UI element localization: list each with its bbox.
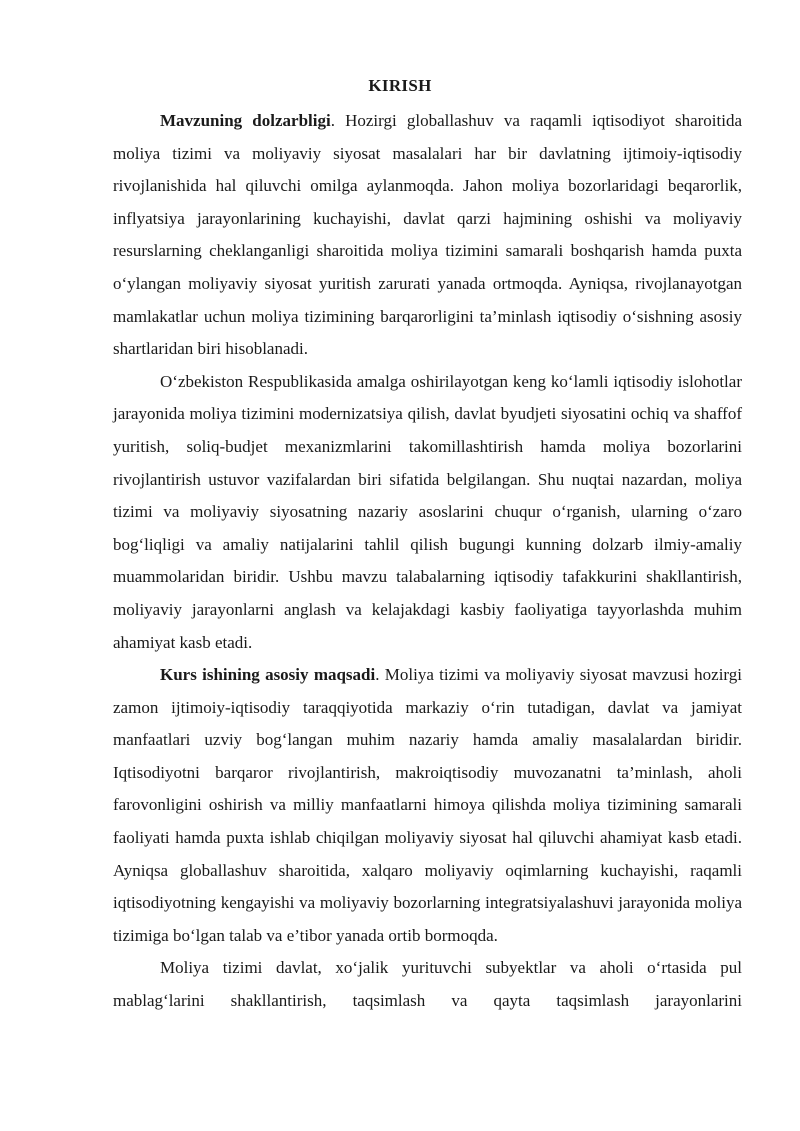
paragraph-text: O‘zbekiston Respublikasida amalga oshirilayotgan keng ko‘lamli iqtisodiy islohotlar jarayonida moliya tizimini modernizatsiya qilish, davlat byudjeti siyosatini ochiq va shaffof yuritish, soliq-budjet mexanizmlarini takomillashtirish hamda moliya bozorlarini rivojlantirish ustuvor vazifalardan biri sifatida belgilangan. Shu nuqtai nazardan, moliya tizimi va moliyaviy siyosatning nazariy asoslarini chuqur o‘rganish, ularning o‘zaro bog‘liqligi va amaliy natijalarini tahlil qilish bugungi kunning dolzarb ilmiy-amaliy muammolaridan biridir. Ushbu mavzu talabalarning iqtisodiy tafakkurini shakllantirish, moliyaviy jarayonlarni anglash va kelajakdagi kasbiy faoliyatiga tayyorlashda muhim ahamiyat kasb etadi. [113,371,742,652]
paragraph-finance-system [113,952,742,1017]
page-title: KIRISH [368,76,432,95]
paragraph-relevance [113,105,742,366]
paragraph-text: Moliya tizimi davlat, xo‘jalik yurituvchi subyektlar va aholi o‘rtasida pul mablag‘larini shakllantirish, taqsimlash va qayta taqsimlash jarayonlarini [113,958,742,1011]
paragraph-text: . Moliya tizimi va moliyaviy siyosat mavzusi hozirgi zamon ijtimoiy-iqtisodiy taraqqiyotida markaziy o‘rin tutadigan, davlat va jamiyat manfaatlari uzviy bog‘langan muhim nazariy hamda amaliy masalalardan biridir. Iqtisodiyotni barqaror rivojlantirish, makroiqtisodiy muvozanatni ta’minlash, aholi farovonligini oshirish va milliy manfaatlarni himoya qilishda moliya tizimining samarali faoliyati hamda puxta ishlab chiqilgan moliyaviy siyosat hal qiluvchi ahamiyat kasb etadi. Ayniqsa globallashuv sharoitida, xalqaro moliyaviy oqimlarning kuchayishi, raqamli iqtisodiyotning kengayishi va moliyaviy bozorlarning integratsiyalashuvi jarayonida moliya tizimiga bo‘lgan talab va e’tibor yanada ortib bormoqda. [113,665,742,945]
paragraph-goal [113,659,742,952]
paragraph-text: . Hozirgi globallashuv va raqamli iqtisodiyot sharoitida moliya tizimi va moliyaviy siyosat masalalari har bir davlatning ijtimoiy-iqtisodiy rivojlanishida hal qiluvchi omilga aylanmoqda. Jahon moliya bozorlaridagi beqarorlik, inflyatsiya jarayonlarining kuchayishi, davlat qarzi hajmining oshishi va moliyaviy resurslarning cheklanganligi sharoitida moliya tizimini samarali boshqarish hamda puxta o‘ylangan moliyaviy siyosat yuritish zarurati yanada ortmoqda. Ayniqsa, rivojlanayotgan mamlakatlar uchun moliya tizimining barqarorligini ta’minlash iqtisodiy o‘sishning asosiy shartlaridan biri hisoblanadi. [113,111,743,359]
paragraph-lead: Mavzuning dolzarbligi [160,111,331,130]
paragraph-lead: Kurs ishining asosiy maqsadi [160,665,376,685]
document-body [113,105,742,1018]
paragraph-reforms [113,366,742,659]
